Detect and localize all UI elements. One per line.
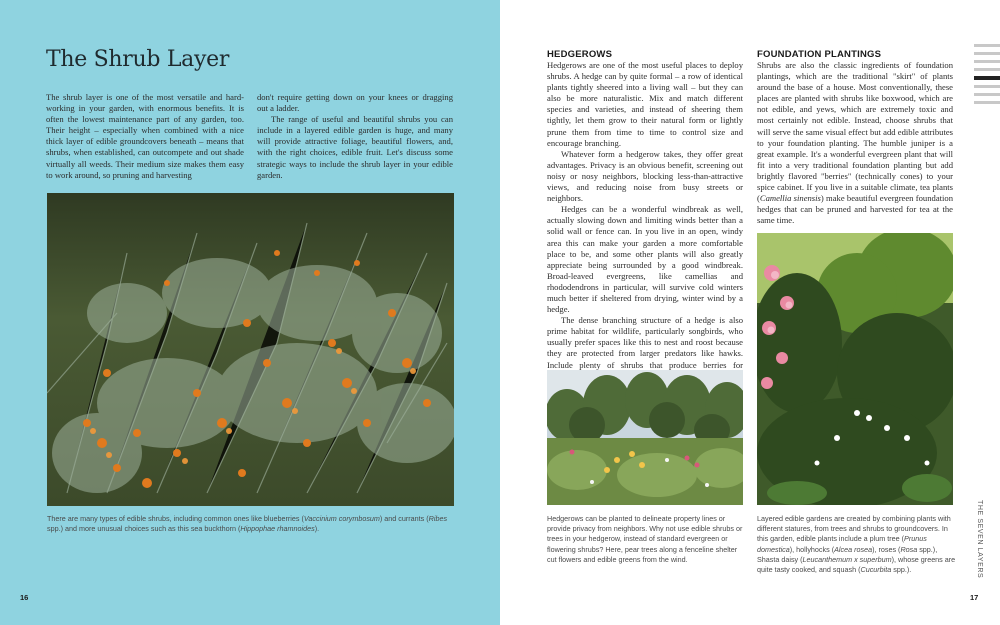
sea-buckthorn-photo [47, 193, 454, 506]
running-head: THE SEVEN LAYERS [976, 500, 983, 579]
hedgerows-paragraph-1: Hedgerows are one of the most useful places to deploy shrubs. A hedge can by quite formal – a row of identical plants tightly sheered into a living wall – but they can also be more naturalistic. Mix and match different species and varieties, and instead of sheering them tightly, let them grow to their natural form or lightly prune them from time to time to control size and encourage branching. [547, 60, 743, 148]
section-tab-8 [974, 101, 1000, 104]
foundation-photo-caption: Layered edible gardens are created by combining plants with different statures, from trees and shrubs to groundcovers. In this garden, edible plants include a plum tree (Prunus domestica), hollyhocks (Alcea rosea), roses (Rosa spp.), Shasta daisy (Leucanthemum x superbum), whose greens are quite tasty cooked, and squash (Cucurbita spp.). [757, 514, 956, 575]
section-tab-4 [974, 68, 1000, 71]
section-tab-3 [974, 60, 1000, 63]
page-number-left: 16 [20, 593, 29, 602]
layered-garden-photo [757, 233, 953, 505]
intro-column-2 [257, 92, 453, 181]
section-tab-active [974, 76, 1000, 80]
intro-paragraph-2: don't require getting down on your knees or dragging out a ladder. [257, 92, 453, 114]
hedgerows-photo-caption: Hedgerows can be planted to delineate property lines or provide privacy from neighbors. Why not use edible shrubs or trees in your hedgerow, instead of standard evergreen or flowering shrubs? Here, pear trees along a fenceline shelter cut flowers and edible greens from the wind. [547, 514, 743, 564]
pear-trees-photo [547, 370, 743, 505]
section-tab-2 [974, 52, 1000, 55]
section-tab-1 [974, 44, 1000, 47]
intro-paragraph-3: The range of useful and beautiful shrubs you can include in a layered edible garden is huge, and many will provide attractive foliage, beautiful flowers, and, with the right choices, edible fruit. Let's discuss some strategic ways to include the shrub layer in your edible garden. [257, 114, 453, 180]
intro-column-1 [46, 92, 244, 181]
intro-paragraph-1: The shrub layer is one of the most versatile and hardworking in your garden, with enormous benefits. It is often the lowest maintenance part of any garden, too. Their height – especially when combined with a nice thick layer of edible groundcovers beneath – means that shrubs, when established, can outcompete and out shade virtually all weeds. Their medium size makes them easy to work around, so pruning and harvesting [46, 92, 244, 180]
foundation-column [757, 60, 953, 226]
left-photo-caption: There are many types of edible shrubs, including common ones like blueberries (Vaccinium corymbosum) and currants (Ribes spp.) and more unusual choices such as this sea buckthorn (Hippophae rhamnoides). [47, 514, 448, 534]
hedgerows-paragraph-3: Hedges can be a wonderful windbreak as well, actually slowing down and limiting winds better than a solid wall or fence can. In you live in an open, windy area this can make your garden a more comfortable place to be, and some other plants will also greatly appreciate being surrounded by a good windbreak. Broad-leaved evergreens, like camellias and rhododendrons in particular, will survive cold winters much better if sheltered from drying, winter wind by a hedge. [547, 204, 743, 315]
hedgerows-heading: HEDGEROWS [547, 49, 613, 60]
hedgerows-paragraph-4: The dense branching structure of a hedge is also prime habitat for wildlife, particularly songbirds, who usually prefer spaces like this to nest and roost because they are protected from larger predators like hawks. Include plenty of shrubs that produce berries for [547, 315, 743, 370]
section-tab-6 [974, 85, 1000, 88]
hedgerows-column [547, 60, 743, 382]
foundation-heading: FOUNDATION PLANTINGS [757, 49, 882, 60]
foundation-paragraph-1: Shrubs are also the classic ingredients of foundation plantings, which are the traditional "skirt" of plants around the base of a house. Most conventionally, these places are planted with shrubs like boxwood, which are not edible, and yews, which are extremely toxic and most certainly not edible. Instead, choose shrubs that will serve the same visual effect but add edible attributes to your foundation planting. The humble juniper is a great example. It's a wonderful evergreen plant that will fit into a very traditional foundation planting but add brightly flavored "berries" (technically cones) to your spice cabinet. If you live in a suitable climate, tea plants (Camellia sinensis) make beautiful evergreen foundation hedges that can be pruned and harvested for tea at the same time. [757, 60, 953, 226]
page-number-right: 17 [970, 593, 979, 602]
page-title: The Shrub Layer [46, 47, 230, 72]
hedgerows-paragraph-2: Whatever form a hedgerow takes, they offer great advantages. Privacy is an obvious benefit, screening out noisy or nosy neighbors, blocking less-than-attractive views, and reducing noise from busy streets or neighbors. [547, 148, 743, 204]
section-tab-7 [974, 93, 1000, 96]
